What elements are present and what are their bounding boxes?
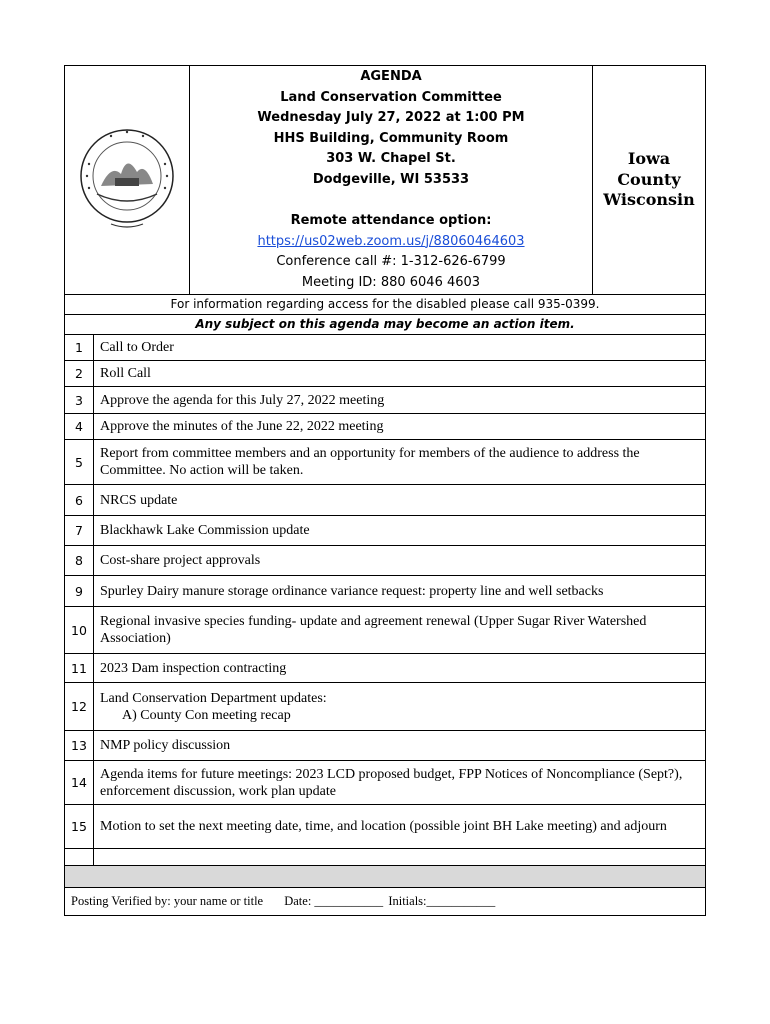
item-text: Regional invasive species funding- update and agreement renewal (Upper Sugar River Watershed Association): [100, 614, 647, 646]
item-number: 14: [65, 761, 94, 804]
agenda-item: [65, 361, 705, 387]
item-subtext: A) County Con meeting recap: [122, 707, 291, 723]
item-text: Motion to set the next meeting date, time, and location (possible joint BH Lake meeting) and adjourn: [100, 819, 667, 834]
agenda-item: [65, 546, 705, 576]
item-number: 11: [65, 654, 94, 682]
item-number: 2: [65, 361, 94, 386]
agenda-item: [65, 485, 705, 516]
item-content: [94, 683, 705, 730]
county-name-line: Iowa: [627, 149, 671, 169]
posting-verified: Posting Verified by: your name or title: [71, 894, 264, 908]
agenda-item: [65, 731, 705, 761]
item-number: 3: [65, 387, 94, 413]
agenda-item: [65, 607, 705, 654]
item-number: 9: [65, 576, 94, 606]
agenda-item: [65, 654, 705, 683]
agenda-item: [65, 683, 705, 731]
item-number: 4: [65, 414, 94, 439]
agenda-item: [65, 414, 705, 440]
conference-call: Conference call #: 1-312-626-6799: [276, 254, 506, 269]
county-seal: [65, 66, 190, 294]
item-text: 2023 Dam inspection contracting: [100, 660, 287, 676]
item-number: 10: [65, 607, 94, 653]
item-text: Report from committee members and an opportunity for members of the audience to address the Committee. No action will be taken.: [100, 446, 640, 478]
remote-label: Remote attendance option:: [290, 213, 492, 228]
item-number: 6: [65, 485, 94, 515]
blank-cell: [65, 849, 94, 865]
posting-footer: [65, 888, 705, 915]
item-text: Approve the minutes of the June 22, 2022 meeting: [100, 419, 384, 434]
county-seal-icon: [71, 124, 183, 236]
item-text: Blackhawk Lake Commission update: [100, 523, 310, 538]
item-text: Land Conservation Department updates:: [100, 690, 327, 706]
meeting-datetime: Wednesday July 27, 2022 at 1:00 PM: [257, 110, 525, 125]
item-text: Agenda items for future meetings: 2023 LCD proposed budget, FPP Notices of Noncompliance (Sept?), enforcement discussion, work plan update: [100, 766, 683, 799]
agenda-item: [65, 335, 705, 361]
zoom-link[interactable]: https://us02web.zoom.us/j/88060464603: [257, 233, 525, 249]
county-name-line: County: [617, 169, 681, 189]
item-text: NMP policy discussion: [100, 738, 231, 753]
blank-row: [65, 849, 705, 866]
agenda-document: [64, 65, 706, 916]
item-text: Approve the agenda for this July 27, 2022 meeting: [100, 392, 385, 408]
meeting-street: 303 W. Chapel St.: [326, 151, 456, 166]
action-note: Any subject on this agenda may become an action item.: [65, 315, 705, 335]
item-number: 1: [65, 335, 94, 360]
meeting-city: Dodgeville, WI 53533: [312, 171, 470, 187]
agenda-item: [65, 387, 705, 414]
item-number: 15: [65, 805, 94, 848]
meeting-details: [190, 66, 592, 294]
item-number: 8: [65, 546, 94, 575]
county-name: [592, 66, 705, 294]
shaded-row: [65, 866, 705, 888]
item-number: 12: [65, 683, 94, 730]
posting-date: Date: ___________: [284, 894, 384, 908]
agenda-item: [65, 516, 705, 546]
item-number: 7: [65, 516, 94, 545]
meeting-id: Meeting ID: 880 6046 4603: [301, 274, 481, 290]
item-text: Call to Order: [100, 340, 174, 355]
agenda-items: [65, 335, 705, 849]
posting-initials: Initials:___________: [388, 894, 496, 908]
agenda-item: [65, 440, 705, 485]
item-text: Cost-share project approvals: [100, 553, 261, 568]
item-text: NRCS update: [100, 492, 178, 508]
meeting-building: HHS Building, Community Room: [273, 130, 509, 146]
county-name-line: Wisconsin: [603, 190, 695, 210]
agenda-item: [65, 576, 705, 607]
agenda-item: [65, 761, 705, 805]
item-number: 5: [65, 440, 94, 484]
item-number: 13: [65, 731, 94, 760]
access-note: For information regarding access for the disabled please call 935-0399.: [65, 295, 705, 315]
committee-name: Land Conservation Committee: [280, 89, 502, 105]
agenda-title: AGENDA: [360, 69, 422, 84]
agenda-item: [65, 805, 705, 849]
blank-cell: [94, 849, 705, 865]
agenda-header: [65, 66, 705, 295]
item-text: Spurley Dairy manure storage ordinance variance request: property line and well setbacks: [100, 583, 604, 599]
item-text: Roll Call: [100, 366, 151, 381]
